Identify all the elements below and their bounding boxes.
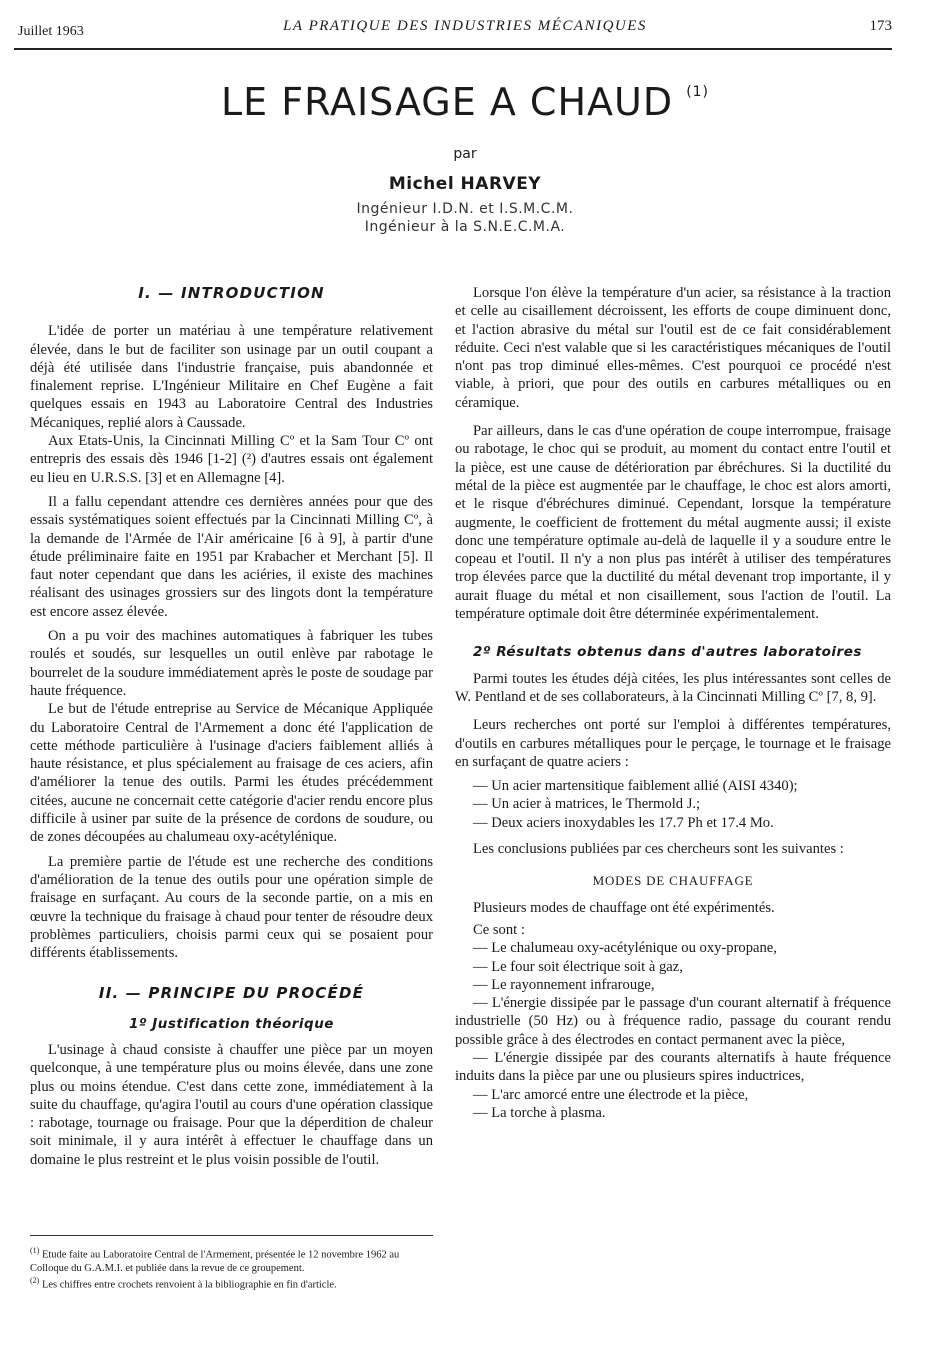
paragraph: Par ailleurs, dans le cas d'une opération de coupe interrompue, fraisage ou rabotage, le choc qui se produit, au moment du contact entre l'outil et la pièce, est une cause de détérioration par ébréchures. Si la ductilité du métal de la pièce est augmentée par le chauffage, le choc est alors amorti, et le risque d'ébréchures diminué. Cependant, lorsque la température augmente, le coefficient de frottement du métal augmente aussi; il existe donc une température optimale au-delà de laquelle il y a soudure entre le copeau et l'outil. Il n'y a non plus pas intérêt à utiliser des températures trop élevées parce que la ductilité du métal devenant trop importante, il y aurait fluage du métal et non cisaillement, sous l'action de l'outil. La température optimale doit être déterminée expérimentalement. bbox=[455, 423, 891, 623]
right-column bbox=[455, 284, 891, 1122]
left-column bbox=[30, 284, 433, 1169]
list-item: — L'arc amorcé entre une électrode et la pièce, bbox=[473, 1086, 749, 1103]
footnote-mark: (2) bbox=[30, 1276, 40, 1285]
footnote-text: Les chiffres entre crochets renvoient à la bibliographie en fin d'article. bbox=[41, 1279, 337, 1291]
subsection-heading-justification: 1º Justification théorique bbox=[129, 1015, 334, 1032]
article-title bbox=[0, 80, 930, 124]
paragraph: Plusieurs modes de chauffage ont été expérimentés. bbox=[473, 899, 775, 916]
author-affiliation-2: Ingénieur à la S.N.E.C.M.A. bbox=[364, 219, 566, 235]
paragraph: L'idée de porter un matériau à une température relativement élevée, dans le but de faciliter son usinage par un outil coupant a déjà été utilisée dans l'industrie française, puis abandonnée et finalement reprise. L'Ingénieur Militaire en Chef Eugène a fait quelques essais en 1943 au Laboratoire Central des Industries Mécaniques, replié alors à Caussade. bbox=[30, 323, 433, 431]
list-item: — Un acier à matrices, le Thermold J.; bbox=[473, 796, 701, 813]
list-item: — L'énergie dissipée par le passage d'un courant alternatif à fréquence industrielle (50 Hz) ou à fréquence radio, passage du courant rendu possible grâce à des électrodes en contact permanent avec la pièce, bbox=[455, 995, 891, 1048]
paragraph: Parmi toutes les études déjà citées, les plus intéressantes sont celles de W. Pentland et de ses collaborateurs, à la Cincinnati Milling Cº [7, 8, 9]. bbox=[455, 670, 891, 705]
footnote-rule bbox=[30, 1235, 433, 1236]
author-name: Michel HARVEY bbox=[388, 174, 542, 194]
by-word: par bbox=[453, 146, 477, 162]
paragraph: L'usinage à chaud consiste à chauffer une pièce par un moyen quelconque, à une température plus ou moins élevée, dans une zone plus ou moins étendue. C'est dans cette zone, immédiatement à la suite du chauffage, qu'agira l'outil au cours d'une opération classique : rabotage, tournage ou fraisage. Pour que la déperdition de chaleur soit minimale, il y aura intérêt à effectuer le chauffage dans un domaine le plus restreint et le plus voisin possible de l'outil. bbox=[30, 1041, 433, 1168]
footnote-text: Etude faite au Laboratoire Central de l'Armement, présentée le 12 novembre 1962 au Colloque du G.A.M.I. et publiée dans la revue de ce groupement. bbox=[30, 1249, 400, 1274]
author-affiliation-1: Ingénieur I.D.N. et I.S.M.C.M. bbox=[356, 201, 574, 217]
section-heading-modes: MODES DE CHAUFFAGE bbox=[592, 873, 754, 889]
section-heading-introduction: I. — INTRODUCTION bbox=[138, 284, 325, 302]
paragraph: La première partie de l'étude est une recherche des conditions d'amélioration de la tenue des outils pour une opération simple de fraisage en surfaçant. Au cours de la seconde partie, on a mis en œuvre la technique du fraisage à chaud pour tenter de résoudre deux problèmes particuliers, choisis parmi ceux qui se posaient pour différents établissements. bbox=[30, 853, 433, 962]
journal-title: LA PRATIQUE DES INDUSTRIES MÉCANIQUES bbox=[283, 18, 647, 34]
paragraph: On a pu voir des machines automatiques à fabriquer les tubes roulés et soudés, sur lesquelles un outil enlève par rabotage le bourrelet de la soudure immédiatement après le poste de soudage par haute fréquence. bbox=[30, 628, 433, 699]
paragraph: Les conclusions publiées par ces chercheurs sont les suivantes : bbox=[473, 841, 844, 858]
footnote-1 bbox=[30, 1244, 433, 1275]
paragraph: Aux Etats-Unis, la Cincinnati Milling Cº et la Sam Tour Cº ont entrepris des essais dès 1946 [1-2] (²) d'autres essais ont également eu lieu en U.R.S.S. [3] et en Allemagne [4]. bbox=[30, 433, 433, 486]
title-footnote-mark: (1) bbox=[686, 84, 710, 100]
paragraph: Le but de l'étude entreprise au Service de Mécanique Appliquée du Laboratoire Central de l'Armement a donc été l'application de cette méthode particulière à l'usinage d'aciers faiblement alliés à haute résistance, et plus spécialement au fraisage de ces aciers, afin d'améliorer la tenue des outils. Parmi les études précédemment citées, aucune ne concernait cette catégorie d'acier rendu encore plus difficile à usiner par suite de la présence de cordons de soudure, ou de zones découpées au chalumeau oxy-acétylénique. bbox=[30, 701, 433, 846]
header-rule bbox=[14, 48, 892, 50]
article-title-text: LE FRAISAGE A CHAUD bbox=[220, 80, 674, 124]
list-item: — L'énergie dissipée par des courants alternatifs à haute fréquence induits dans la pièce par une ou plusieurs spires inductrices, bbox=[455, 1049, 891, 1085]
list-item: — Un acier martensitique faiblement allié (AISI 4340); bbox=[473, 778, 798, 795]
subsection-heading-resultats: 2º Résultats obtenus dans d'autres laboratoires bbox=[473, 644, 862, 661]
list-item: — Le four soit électrique soit à gaz, bbox=[473, 958, 683, 975]
list-item: — Deux aciers inoxydables les 17.7 Ph et 17.4 Mo. bbox=[473, 814, 774, 831]
footnote-2 bbox=[30, 1274, 433, 1292]
paragraph: Il a fallu cependant attendre ces dernières années pour que des essais systématiques soient effectués par la Cincinnati Milling Cº, à la demande de l'Armée de l'Air américaine [6 à 9], à partir d'une étude préliminaire faite en 1951 par Krabacher et Merchant [5]. Il faut noter cependant que dans les aciéries, il existe des machines réalisant des usinages grossiers sur des lingots dont la température est encore assez élevée. bbox=[30, 493, 433, 620]
footnote-mark: (1) bbox=[30, 1246, 40, 1255]
section-heading-principe: II. — PRINCIPE DU PROCÉDÉ bbox=[98, 984, 365, 1003]
list-item: — Le rayonnement infrarouge, bbox=[473, 976, 655, 993]
page-number: 173 bbox=[869, 18, 892, 34]
paragraph: Lorsque l'on élève la température d'un acier, sa résistance à la traction et celle au cisaillement décroissent, les efforts de coupe diminuent donc, et l'action abrasive du métal sur l'outil est de ce fait considérablement réduite. Ceci n'est valable que si les caractéristiques mécaniques de l'outil n'ont pas trop diminué elles-mêmes. C'est pourquoi ce procédé n'est viable, à priori, que pour des outils en carbures métalliques ou en céramique. bbox=[455, 285, 891, 411]
issue-date: Juillet 1963 bbox=[18, 24, 84, 39]
list-item: — La torche à plasma. bbox=[473, 1104, 606, 1121]
paragraph: Ce sont : bbox=[473, 921, 525, 938]
list-item: — Le chalumeau oxy-acétylénique ou oxy-propane, bbox=[473, 940, 777, 957]
paragraph: Leurs recherches ont porté sur l'emploi à différentes températures, d'outils en carbures métalliques pour le perçage, le tournage et le fraisage en surfaçant de quatre aciers : bbox=[455, 717, 891, 770]
